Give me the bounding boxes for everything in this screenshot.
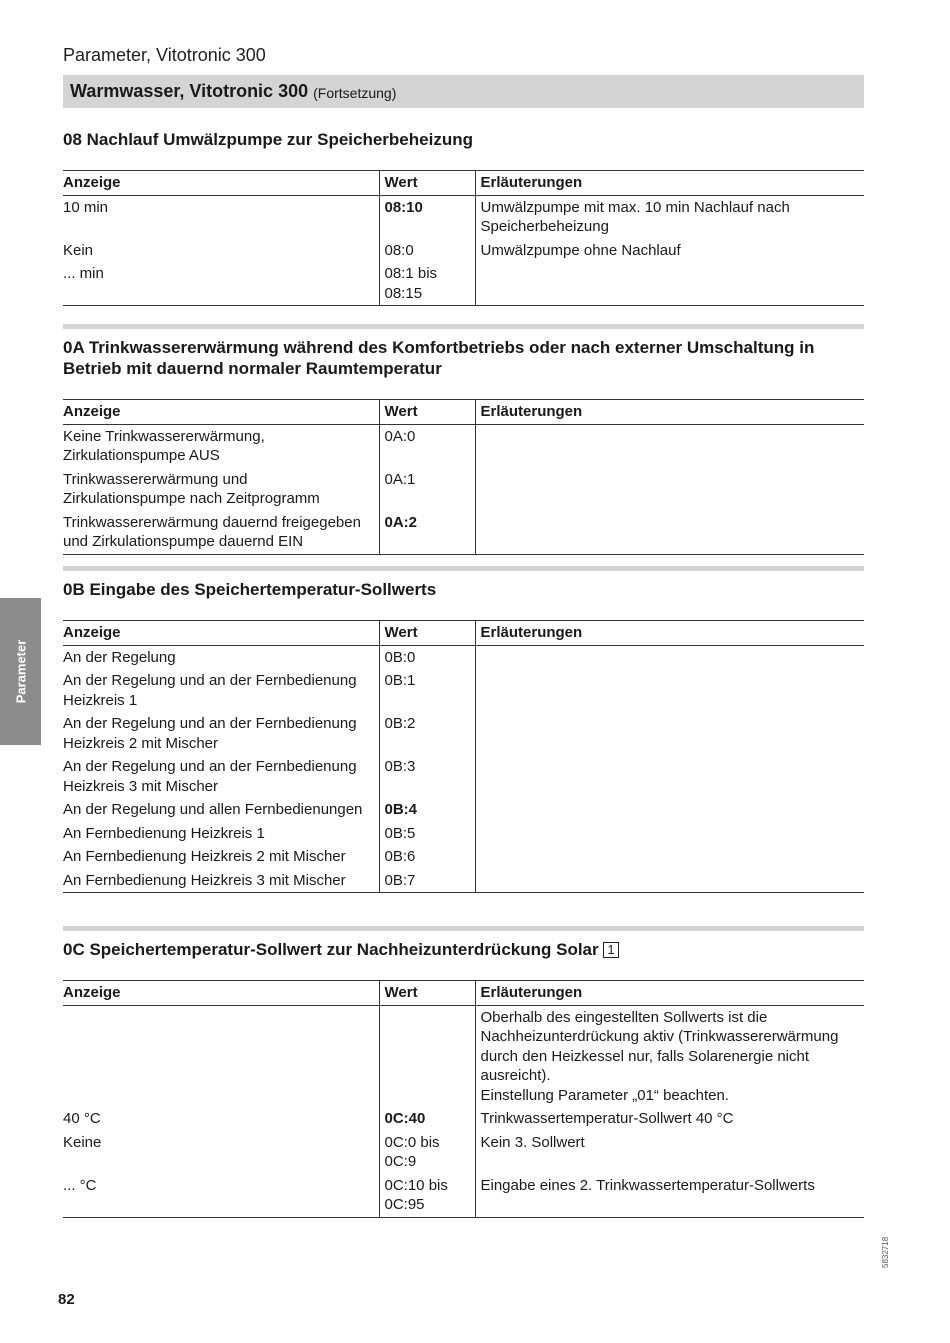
- header-wert: Wert: [379, 400, 475, 425]
- erlaeuterung-text: Oberhalb des eingestellten Sollwerts ist die Nachheizunterdrückung aktiv (Trinkwassererwärmung durch den Heizkessel nur, falls Solarenergie nicht ausreicht).: [480, 1008, 839, 1084]
- section-divider: [63, 324, 864, 329]
- cell-anzeige: An der Regelung und allen Fernbedienungen: [63, 801, 363, 818]
- cell-wert: 0B:6: [379, 845, 475, 869]
- cell-erlaeuterung: [475, 822, 864, 846]
- cell-wert: 08:0: [379, 239, 475, 263]
- cell-anzeige: An der Regelung: [63, 648, 176, 666]
- table-row: [63, 262, 864, 306]
- table-row: [63, 239, 864, 263]
- section-title: [63, 939, 864, 960]
- table-row: [63, 1005, 864, 1107]
- cell-erlaeuterung: Trinkwassertemperatur-Sollwert 40 °C: [475, 1107, 864, 1131]
- cell-wert: 0C:10 bis 0C:95: [379, 1174, 475, 1218]
- table-row: [63, 712, 864, 755]
- table-row: [63, 869, 864, 893]
- header-erlaeuterungen: Erläuterungen: [475, 171, 864, 196]
- section-banner: [63, 75, 864, 108]
- cell-wert: 0A:2: [379, 511, 475, 555]
- section-divider: [63, 566, 864, 571]
- cell-erlaeuterung: Umwälzpumpe mit max. 10 min Nachlauf nach Speicherbeheizung: [475, 195, 864, 239]
- erlaeuterung-note: Einstellung Parameter „01“ beachten.: [480, 1086, 729, 1104]
- parameter-table: [63, 170, 864, 306]
- section-title: 0A Trinkwassererwärmung während des Komfortbetriebs oder nach externer Umschaltung in Betrieb mit dauernd normaler Raumtemperatur: [63, 338, 815, 378]
- cell-anzeige: ... min: [63, 265, 104, 282]
- header-erlaeuterungen: Erläuterungen: [475, 621, 864, 646]
- cell-anzeige: Trinkwassererwärmung dauernd freigegeben und Zirkulationspumpe dauernd EIN: [63, 513, 361, 550]
- cell-anzeige: An der Regelung und an der Fernbedienung Heizkreis 1: [63, 672, 357, 709]
- cell-wert: [379, 1005, 475, 1107]
- cell-wert: 0A:0: [379, 424, 475, 468]
- cell-anzeige: Kein: [63, 241, 94, 259]
- cell-anzeige: ... °C: [63, 1176, 97, 1194]
- cell-wert: 0B:1: [379, 669, 475, 712]
- table-header-row: [63, 981, 864, 1006]
- section-banner-title: Warmwasser, Vitotronic 300: [70, 81, 309, 101]
- section-0c: [63, 926, 864, 1218]
- cell-wert: 0B:7: [379, 869, 475, 893]
- cell-erlaeuterung: Kein 3. Sollwert: [475, 1131, 864, 1174]
- cell-anzeige: Keine Trinkwassererwärmung, Zirkulationspumpe AUS: [63, 427, 265, 464]
- table-row: [63, 424, 864, 468]
- header-wert: Wert: [379, 171, 475, 196]
- table-row: [63, 1131, 864, 1174]
- section-0a: [63, 324, 864, 555]
- table-row: [63, 468, 864, 511]
- cell-erlaeuterung: [475, 869, 864, 893]
- header-wert: Wert: [379, 621, 475, 646]
- cell-wert: 0B:2: [379, 712, 475, 755]
- cell-erlaeuterung: Umwälzpumpe ohne Nachlauf: [475, 239, 864, 263]
- page-number: 82: [58, 1291, 75, 1308]
- cell-erlaeuterung: [475, 424, 864, 468]
- side-tab-parameter: [0, 598, 41, 745]
- table-row: [63, 1107, 864, 1131]
- header-wert: Wert: [379, 981, 475, 1006]
- table-header-row: [63, 171, 864, 196]
- table-row: [63, 195, 864, 239]
- cell-wert: 0A:1: [379, 468, 475, 511]
- header-anzeige: Anzeige: [63, 981, 379, 1006]
- cell-anzeige: An Fernbedienung Heizkreis 2 mit Mischer: [63, 848, 346, 865]
- cell-erlaeuterung: [475, 712, 864, 755]
- section-title-text: 0C Speichertemperatur-Sollwert zur Nachheizunterdrückung Solar: [63, 940, 599, 959]
- cell-wert: 0B:3: [379, 755, 475, 798]
- table-row: [63, 845, 864, 869]
- cell-anzeige: Trinkwassererwärmung und Zirkulationspumpe nach Zeitprogramm: [63, 470, 320, 507]
- parameter-table: [63, 980, 864, 1218]
- header-anzeige: Anzeige: [63, 171, 379, 196]
- section-08: [63, 129, 864, 306]
- footnote-box: 1: [603, 942, 618, 958]
- cell-erlaeuterung: [475, 845, 864, 869]
- cell-erlaeuterung: Eingabe eines 2. Trinkwassertemperatur-Sollwerts: [475, 1174, 864, 1218]
- document-code: 5832718: [881, 1236, 890, 1268]
- cell-anzeige: [63, 1005, 379, 1107]
- cell-wert: 08:10: [379, 195, 475, 239]
- table-row: [63, 1174, 864, 1218]
- cell-anzeige: An der Regelung und an der Fernbedienung Heizkreis 2 mit Mischer: [63, 715, 357, 752]
- section-0b: [63, 566, 864, 893]
- section-title: 0B Eingabe des Speichertemperatur-Sollwerts: [63, 580, 437, 599]
- table-row: [63, 755, 864, 798]
- cell-erlaeuterung: [475, 511, 864, 555]
- cell-wert: 0C:40: [379, 1107, 475, 1131]
- cell-erlaeuterung: [475, 1005, 864, 1107]
- page-header-title: Parameter, Vitotronic 300: [63, 45, 266, 65]
- cell-wert: 0B:4: [379, 798, 475, 822]
- table-row: [63, 822, 864, 846]
- parameter-table: [63, 620, 864, 893]
- cell-wert: 0B:0: [379, 645, 475, 669]
- section-banner-subtitle: (Fortsetzung): [313, 85, 397, 101]
- section-title: 08 Nachlauf Umwälzpumpe zur Speicherbeheizung: [63, 130, 473, 149]
- cell-erlaeuterung: [475, 468, 864, 511]
- cell-wert: 08:1 bis 08:15: [379, 262, 475, 306]
- cell-erlaeuterung: [475, 798, 864, 822]
- header-erlaeuterungen: Erläuterungen: [475, 981, 864, 1006]
- cell-erlaeuterung: [475, 755, 864, 798]
- table-row: [63, 669, 864, 712]
- table-row: [63, 645, 864, 669]
- cell-erlaeuterung: [475, 645, 864, 669]
- header-anzeige: Anzeige: [63, 400, 379, 425]
- table-row: [63, 798, 864, 822]
- cell-anzeige: An der Regelung und an der Fernbedienung Heizkreis 3 mit Mischer: [63, 758, 357, 795]
- cell-anzeige: Keine: [63, 1133, 102, 1151]
- table-header-row: [63, 400, 864, 425]
- header-anzeige: Anzeige: [63, 621, 379, 646]
- header-erlaeuterungen: Erläuterungen: [475, 400, 864, 425]
- table-header-row: [63, 621, 864, 646]
- cell-anzeige: An Fernbedienung Heizkreis 1: [63, 824, 265, 842]
- cell-anzeige: 40 °C: [63, 1110, 101, 1127]
- parameter-table: [63, 399, 864, 555]
- section-divider: [63, 926, 864, 931]
- side-tab-label: Parameter: [13, 639, 29, 704]
- cell-erlaeuterung: [475, 669, 864, 712]
- cell-erlaeuterung: [475, 262, 864, 306]
- table-row: [63, 511, 864, 555]
- cell-wert: 0B:5: [379, 822, 475, 846]
- cell-anzeige: An Fernbedienung Heizkreis 3 mit Mischer: [63, 871, 346, 889]
- cell-wert: 0C:0 bis 0C:9: [379, 1131, 475, 1174]
- cell-anzeige: 10 min: [63, 198, 109, 216]
